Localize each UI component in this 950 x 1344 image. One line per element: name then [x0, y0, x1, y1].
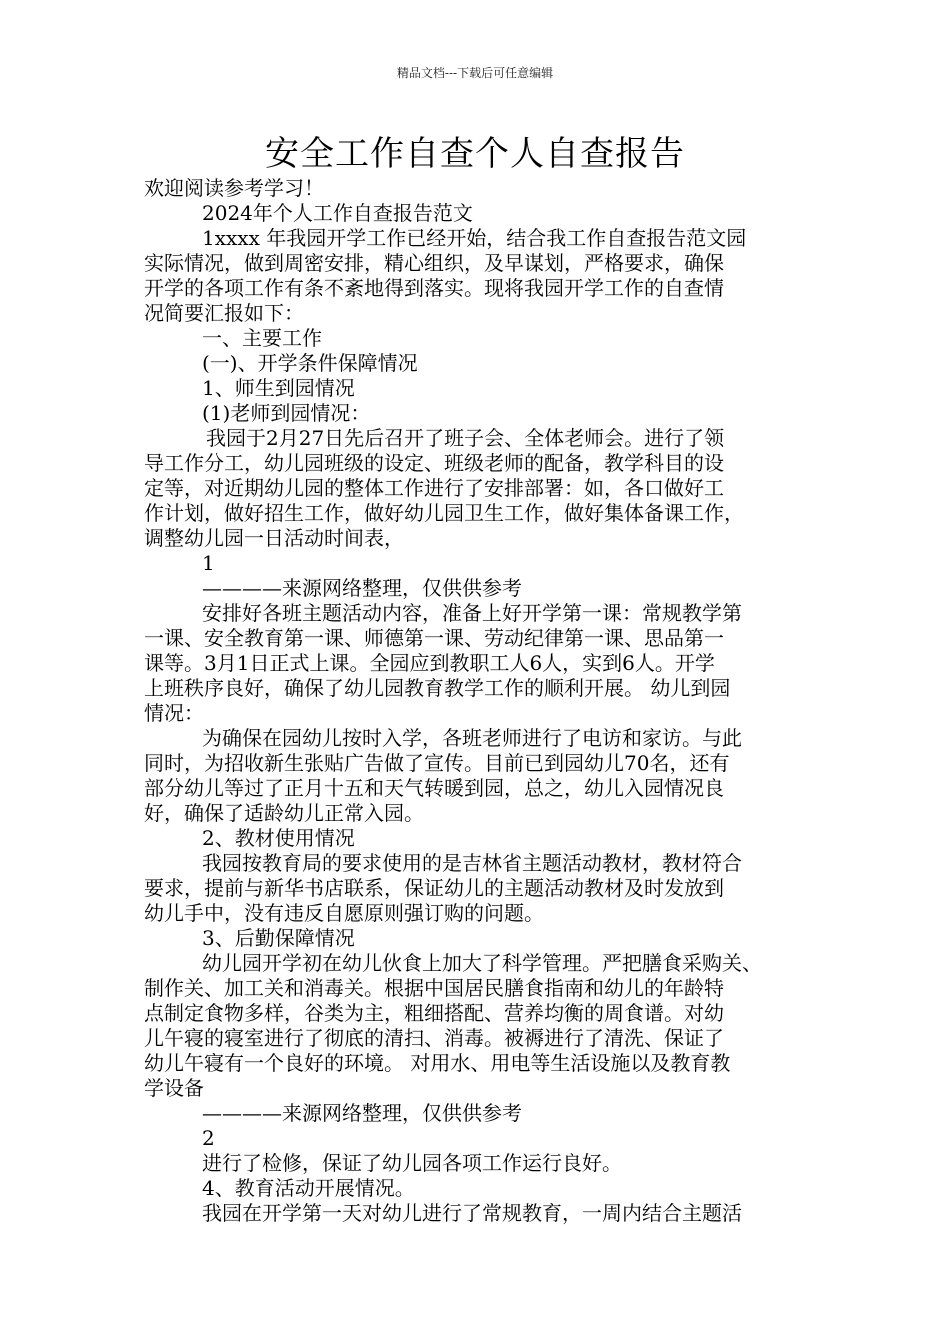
text-line: 2024年个人工作自查报告范文: [202, 201, 473, 225]
page-header: 精品文档---下载后可任意编辑: [396, 66, 554, 80]
text-line: 实际情况，做到周密安排，精心组织，及早谋划，严格要求，确保: [144, 251, 724, 275]
document-title: 安全工作自查个人自查报告: [265, 134, 685, 174]
text-line: 部分幼儿等过了正月十五和天气转暖到园，总之，幼儿入园情况良: [144, 776, 724, 800]
text-line: 幼儿园开学初在幼儿伙食上加大了科学管理。严把膳食采购关、: [202, 951, 762, 975]
text-line: 好，确保了适龄幼儿正常入园。: [144, 801, 424, 825]
text-line: 课等。3月1日正式上课。全园应到教职工人6人，实到6人。开学: [144, 651, 715, 675]
text-line: 点制定食物多样，谷类为主，粗细搭配、营养均衡的周食谱。对幼: [144, 1001, 724, 1025]
text-line: 1、师生到园情况: [202, 376, 355, 400]
text-line: 我园于2月27日先后召开了班子会、全体老师会。进行了领: [206, 426, 725, 450]
text-line: ————来源网络整理，仅供供参考: [202, 576, 522, 600]
text-line: 2、教材使用情况: [202, 826, 355, 850]
text-line: 4、教育活动开展情况。: [202, 1176, 415, 1200]
text-line: 上班秩序良好，确保了幼儿园教育教学工作的顺利开展。 幼儿到园: [144, 676, 731, 700]
text-line: 同时，为招收新生张贴广告做了宣传。目前已到园幼儿70名，还有: [144, 751, 730, 775]
text-line: 安排好各班主题活动内容，准备上好开学第一课：常规教学第: [202, 601, 742, 625]
text-line: 开学的各项工作有条不紊地得到落实。现将我园开学工作的自查情: [144, 276, 724, 300]
document-body: [144, 176, 810, 1226]
text-line: (一)、开学条件保障情况: [202, 351, 418, 375]
text-line: 要求，提前与新华书店联系，保证幼儿的主题活动教材及时发放到: [144, 876, 724, 900]
text-line: 为确保在园幼儿按时入学，各班老师进行了电访和家访。与此: [202, 726, 742, 750]
text-line: 1xxxx 年我园开学工作已经开始，结合我工作自查报告范文园: [202, 226, 747, 250]
text-line: 况简要汇报如下：: [144, 301, 304, 325]
text-line: 情况：: [144, 701, 204, 725]
text-line: 进行了检修，保证了幼儿园各项工作运行良好。: [202, 1151, 622, 1175]
text-line: 我园按教育局的要求使用的是吉林省主题活动教材，教材符合: [202, 851, 742, 875]
text-line: ————来源网络整理，仅供供参考: [202, 1101, 522, 1125]
text-line: 欢迎阅读参考学习！: [144, 176, 324, 200]
text-line: 作计划，做好招生工作，做好幼儿园卫生工作，做好集体备课工作，: [144, 501, 744, 525]
text-line: 2: [202, 1126, 215, 1150]
text-line: 幼儿手中，没有违反自愿原则强订购的问题。: [144, 901, 544, 925]
text-line: 导工作分工，幼儿园班级的设定、班级老师的配备，教学科目的设: [144, 451, 724, 475]
text-line: 儿午寝的寝室进行了彻底的清扫、消毒。被褥进行了清洗、保证了: [144, 1026, 724, 1050]
text-line: 学设备: [144, 1076, 204, 1100]
text-line: 我园在开学第一天对幼儿进行了常规教育，一周内结合主题活: [202, 1201, 742, 1225]
text-line: 1: [202, 551, 215, 575]
text-line: 一课、安全教育第一课、师德第一课、劳动纪律第一课、思品第一: [144, 626, 724, 650]
text-line: 调整幼儿园一日活动时间表，: [144, 526, 404, 550]
text-line: 一、主要工作: [202, 326, 322, 350]
text-line: (1)老师到园情况：: [202, 401, 371, 425]
text-line: 制作关、加工关和消毒关。根据中国居民膳食指南和幼儿的年龄特: [144, 976, 724, 1000]
text-line: 3、后勤保障情况: [202, 926, 355, 950]
text-line: 幼儿午寝有一个良好的环境。 对用水、用电等生活设施以及教育教: [144, 1051, 731, 1075]
text-line: 定等，对近期幼儿园的整体工作进行了安排部署：如，各口做好工: [144, 476, 724, 500]
